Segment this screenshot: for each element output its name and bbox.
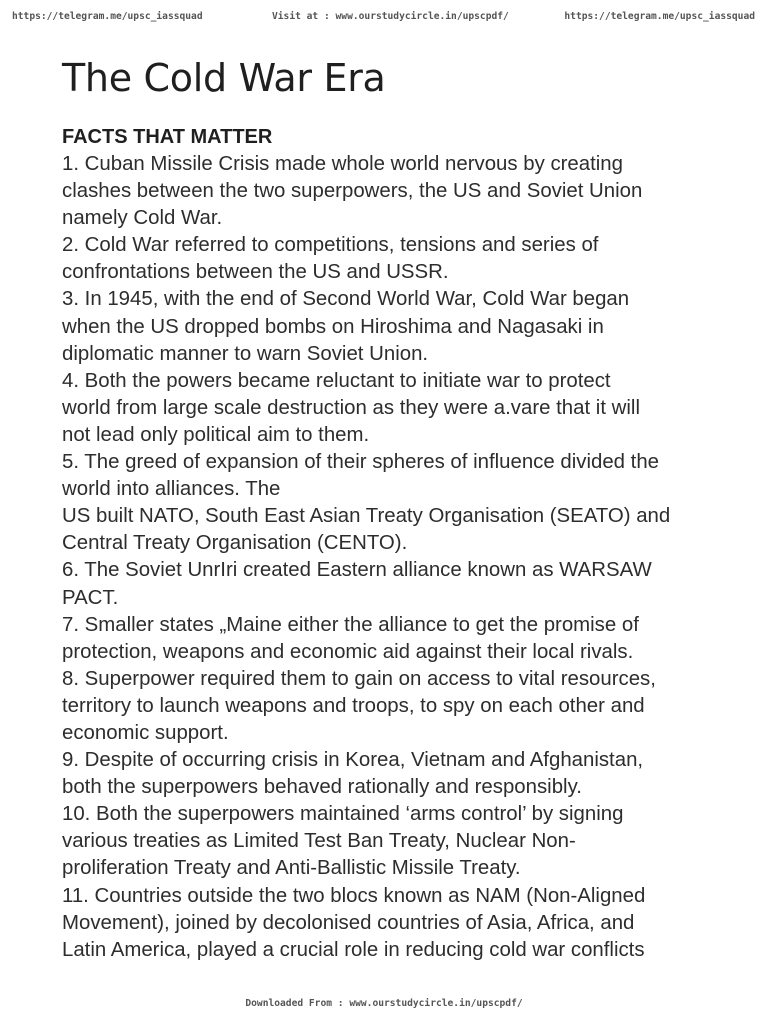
text-line: Central Treaty Organisation (CENTO).	[62, 532, 408, 555]
text-line: protection, weapons and economic aid against their local rivals.	[62, 640, 634, 663]
text-line: namely Cold War.	[62, 207, 223, 230]
text-line: proliferation Treaty and Anti-Ballistic Missile Treaty.	[62, 857, 521, 880]
page-header	[0, 11, 768, 27]
text-line: 2. Cold War referred to competitions, tensions and series of	[62, 234, 599, 257]
section-heading: FACTS THAT MATTER	[62, 126, 273, 148]
text-line: 9. Despite of occurring crisis in Korea, Vietnam and Afghanistan,	[62, 749, 644, 772]
header-visit-text: Visit at : www.ourstudycircle.in/upscpdf/	[272, 11, 509, 22]
page-footer[interactable]: Downloaded From : www.ourstudycircle.in/upscpdf/	[245, 998, 523, 1009]
text-line: diplomatic manner to warn Soviet Union.	[62, 342, 429, 365]
text-line: economic support.	[62, 721, 229, 744]
page-title: The Cold War Era	[62, 56, 386, 100]
text-line: 10. Both the superpowers maintained ‘arms control’ by signing	[62, 803, 624, 826]
text-line: world from large scale destruction as they were a.vare that it will	[62, 396, 640, 419]
header-telegram-link-right[interactable]: https://telegram.me/upsc_iassquad	[564, 11, 755, 22]
header-telegram-link-left[interactable]: https://telegram.me/upsc_iassquad	[12, 11, 203, 22]
text-line: world into alliances. The	[62, 478, 281, 501]
text-line: Latin America, played a crucial role in reducing cold war conflicts	[62, 938, 645, 961]
text-line: 7. Smaller states „Maine either the alliance to get the promise of	[62, 613, 639, 636]
text-line: various treaties as Limited Test Ban Treaty, Nuclear Non-	[62, 830, 576, 853]
text-line: 3. In 1945, with the end of Second World War, Cold War began	[62, 288, 630, 311]
text-line: territory to launch weapons and troops, to spy on each other and	[62, 694, 645, 717]
text-line: 4. Both the powers became reluctant to initiate war to protect	[62, 369, 611, 392]
text-line: 5. The greed of expansion of their spheres of influence divided the	[62, 451, 660, 474]
text-line: not lead only political aim to them.	[62, 423, 370, 446]
text-line: 8. Superpower required them to gain on access to vital resources,	[62, 667, 656, 690]
text-line: both the superpowers behaved rationally and responsibly.	[62, 776, 582, 799]
text-line: clashes between the two superpowers, the US and Soviet Union	[62, 180, 643, 203]
text-line: when the US dropped bombs on Hiroshima and Nagasaki in	[62, 315, 604, 338]
text-line: Movement), joined by decolonised countries of Asia, Africa, and	[62, 911, 635, 934]
document-body	[62, 124, 732, 964]
text-line: 1. Cuban Missile Crisis made whole world nervous by creating	[62, 153, 623, 175]
text-line: US built NATO, South East Asian Treaty Organisation (SEATO) and	[62, 505, 671, 528]
text-line: confrontations between the US and USSR.	[62, 261, 449, 284]
text-line: 11. Countries outside the two blocs known as NAM (Non-Aligned	[62, 884, 646, 907]
text-line: 6. The Soviet UnrIri created Eastern alliance known as WARSAW	[62, 559, 652, 582]
text-line: PACT.	[62, 586, 119, 609]
